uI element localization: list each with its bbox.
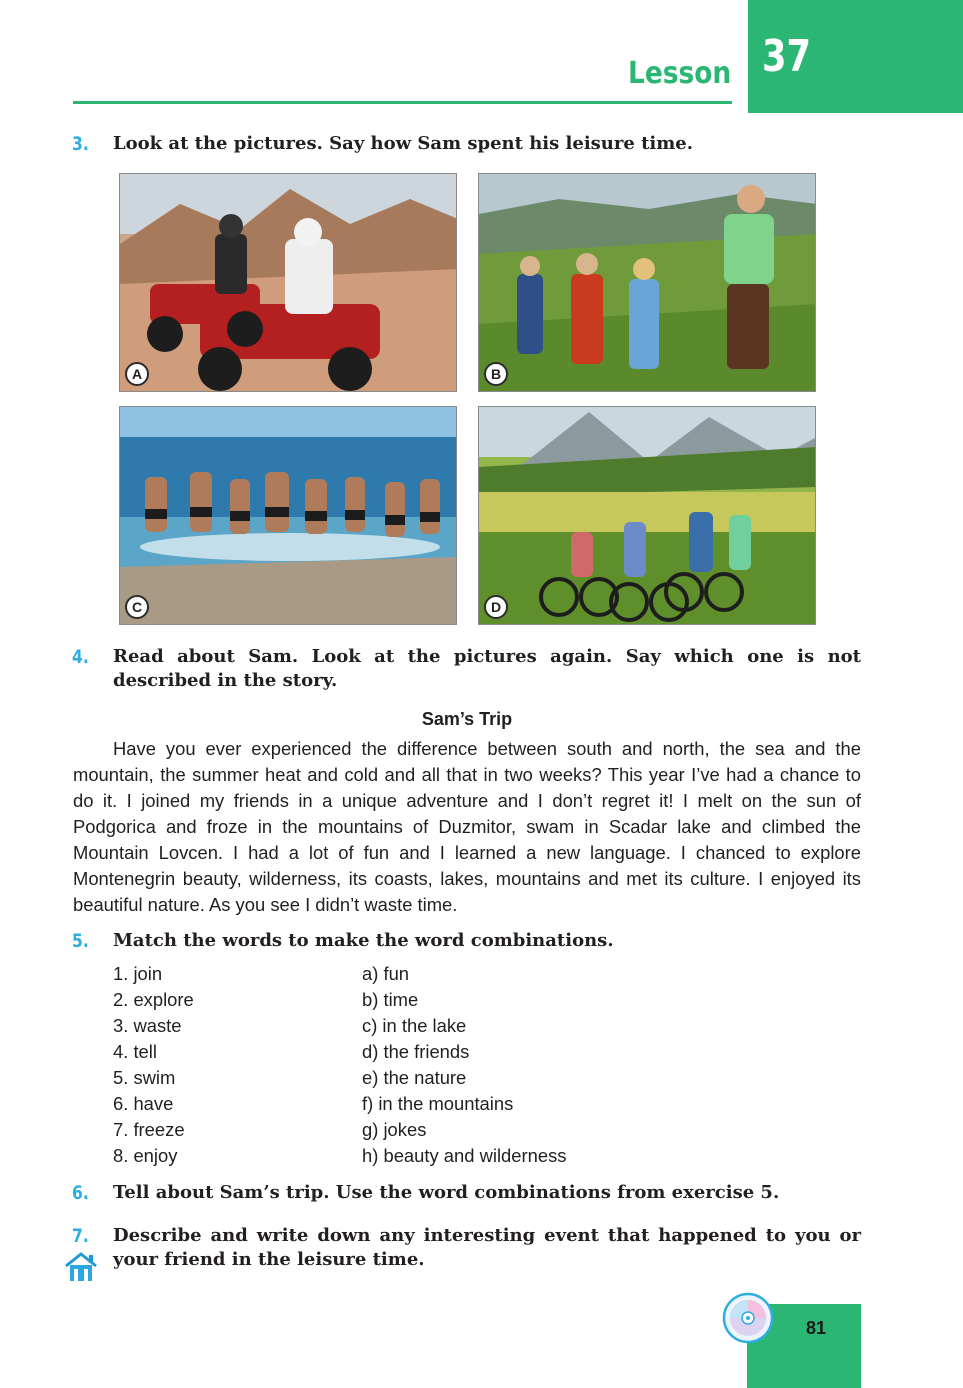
exercise-4-number: 4.	[72, 646, 89, 668]
photo-b-badge: B	[484, 362, 508, 386]
exercise-7-instruction: Describe and write down any interesting event that happened to you or your friend in the leisure time.	[113, 1225, 861, 1270]
match-row	[113, 1091, 566, 1117]
header-rule	[73, 101, 732, 104]
photo-c-badge: C	[125, 595, 149, 619]
photo-d-badge: D	[484, 595, 508, 619]
match-row	[113, 1039, 566, 1065]
match-left: 6. have	[113, 1093, 174, 1114]
homework-house-icon	[64, 1252, 98, 1282]
exercise-5-instruction: Match the words to make the word combinations.	[113, 930, 614, 951]
match-left: 7. freeze	[113, 1119, 185, 1140]
match-row	[113, 1065, 566, 1091]
story-title: Sam’s Trip	[421, 709, 513, 729]
match-right: b) time	[362, 989, 419, 1010]
matching-list	[113, 961, 566, 1169]
match-right: a) fun	[362, 963, 410, 984]
match-left: 3. waste	[113, 1015, 182, 1036]
photo-a-quad-bikes	[119, 173, 457, 392]
photo-b-hikers	[478, 173, 816, 392]
exercise-6-instruction: Tell about Sam’s trip. Use the word combinations from exercise 5.	[113, 1182, 780, 1203]
match-right: d) the friends	[362, 1041, 470, 1062]
lesson-label: Lesson	[627, 56, 731, 91]
match-left: 2. explore	[113, 989, 194, 1010]
match-right: e) the nature	[362, 1067, 467, 1088]
match-row	[113, 1143, 566, 1169]
lesson-number-tab: 37	[748, 0, 963, 113]
photo-c-running-into-sea	[119, 406, 457, 625]
exercise-5-number: 5.	[72, 930, 89, 952]
story-text: Have you ever experienced the difference between south and north, the sea and the mountain, the summer heat and cold and all that in two weeks? This year I’ve had a chance to do it. I joined my friends in a unique adventure and I don’t regret it! I melt on the sun of Podgorica and froze in the mountains of Duzmitor, swam in Scadar lake and climbed the Mountain Lovcen. I had a lot of fun and I learned a new language. I chanced to explore Montenegrin beauty, wilderness, its coasts, lakes, mountains and met its culture. I enjoyed its beautiful nature. As you see I didn’t waste time.	[73, 738, 861, 915]
exercise-6-number: 6.	[72, 1182, 89, 1204]
match-row	[113, 1013, 566, 1039]
match-row	[113, 1117, 566, 1143]
match-left: 4. tell	[113, 1041, 157, 1062]
match-right: f) in the mountains	[362, 1093, 514, 1114]
exercise-4-instruction: Read about Sam. Look at the pictures again. Say which one is not described in the story.	[113, 646, 861, 691]
match-left: 8. enjoy	[113, 1145, 178, 1166]
exercise-3-number: 3.	[72, 133, 89, 155]
exercise-7-number: 7.	[72, 1225, 89, 1247]
match-row	[113, 987, 566, 1013]
match-right: h) beauty and wilderness	[362, 1145, 567, 1166]
photo-a-badge: A	[125, 362, 149, 386]
audio-cd-icon	[722, 1292, 774, 1344]
match-row	[113, 961, 566, 987]
match-left: 1. join	[113, 963, 163, 984]
page-number: 81	[806, 1318, 827, 1338]
match-left: 5. swim	[113, 1067, 176, 1088]
match-right: c) in the lake	[362, 1015, 467, 1036]
photo-d-cyclists	[478, 406, 816, 625]
exercise-3-instruction: Look at the pictures. Say how Sam spent his leisure time.	[113, 133, 694, 154]
match-right: g) jokes	[362, 1119, 427, 1140]
